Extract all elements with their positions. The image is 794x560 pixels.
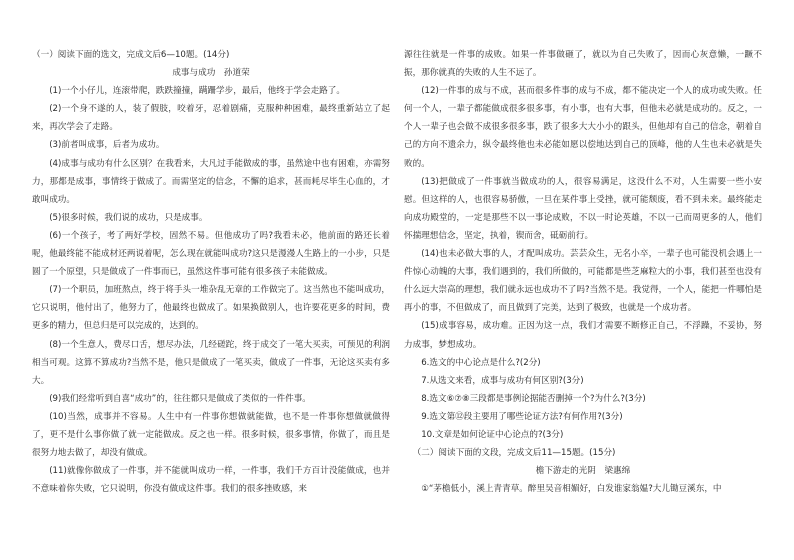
paragraph: (4)成事与成功有什么区别？在我看来，大凡过手能做成的事，虽然途中也有困难，亦需努力，那都是成事，事情终于做成了。而需坚定的信念，不懈的追求，甚而耗尽毕生心血的，才敢叫成功。	[32, 158, 390, 205]
article-title: 檐下游走的光阴 梁惠绵	[535, 466, 631, 477]
paragraph: ①“茅檐低小，溪上青青草。醉里吴音相媚好，白发谁家翁媪?大儿锄豆溪东，中	[421, 484, 722, 495]
paragraph: (8)一个生意人，费尽口舌，想尽办法，几经磋跎，终于成交了一笔大买卖，可预见的利润相当可观。这算不算成功?当然不是，他只是做成了一笔买卖，做成了一件事，无论这买卖有多大。	[32, 339, 390, 386]
paragraph: (5)很多时候，我们说的成功，只是成事。	[49, 212, 208, 223]
paragraph: (9)我们经常听到自喜“成功”的，往往都只是做成了类似的一件件事。	[49, 393, 311, 404]
paragraph: (3)前者叫成事，后者为成功。	[49, 140, 165, 151]
question: 9.选文第⑫段主要用了哪些论证方法?有何作用?(3分)	[421, 411, 623, 422]
article-title: 成事与成功 孙道荣	[172, 68, 250, 79]
right-column	[404, 46, 762, 498]
question: 6.选文的中心论点是什么?(2分)	[421, 357, 541, 368]
paragraph: (12)一件事的成与不成，甚而很多件事的成与不成，都不能决定一个人的成功或失败。任何一个人，一辈子都能做成很多很多事，有小事，也有大事，但他未必就是成功的。反之，一个人一辈子也会做不成很多很多事，跌了很多大大小小的跟头，但他却有自己的信念，朝着自己的方向不遗余力，纵令最终他也未必能如愿以偿地达到自己的顶峰，他的人生也未必就是失败的。	[404, 86, 762, 169]
paragraph: (2)一个身不遂的人，装了假肢，咬着牙，忍着剧痛，克服种种困难，最终重新站立了起来，再次学会了走路。	[32, 104, 390, 133]
section-heading: （一）阅读下面的选文，完成文后6—10题。(14分)	[32, 50, 230, 60]
question: 7.从选文来看，成事与成功有何区别?(3分)	[421, 375, 584, 386]
left-column	[32, 46, 390, 498]
question: 10.文章是如何论证中心论点的?(3分)	[421, 429, 564, 440]
paragraph: (1)一个小仔儿，连滚带爬，跌跌撞撞，蹒跚学步，最后，他终于学会走路了。	[49, 86, 345, 97]
paragraph: (10)当然，成事并不容易。人生中有一件事你想做就能做，也不是一件事你想做就做得了，更不是什么事你做了就一定能做成。反之也一样。很多时候，很多事情，你做了，而且是很努力地去做了，却没有做成。	[32, 411, 390, 459]
paragraph: (13)把做成了一件事就当做成功的人，很容易满足，这没什么不对，人生需要一些小安慰。但这样的人，也很容易骄傲，一旦在某件事上受挫，就可能颓废，看不到未来。最终能走向成功殿堂的，一定是那些不以一事论成败，不以一时论英雄，不以一己而周更多的人，他们怀揣理想信念，坚定，执着，锲而舍，砥砺前行。	[404, 176, 762, 241]
paragraph: (11)就像你做成了一件事，并不能就叫成功一样，一件事，我们千方百计没能做成，也并不意味着你失败，它只说明，你没有做成这件事。我们的很多挫败感，来	[32, 466, 390, 495]
paragraph: (15)成事容易，成功难。正因为这一点，我们才需要不断修正自己，不浮躁，不妥协，努力成事，梦想成功。	[404, 321, 762, 350]
section-heading: （二）阅读下面的文段，完成文后11—15题。(15分)	[412, 448, 616, 459]
paragraph: 源往往就是一件事的成败。如果一件事做砸了，就以为自己失败了，因而心灰意懒，一蹶不振，那你就真的失败的人生不远了。	[404, 50, 762, 79]
paragraph: (7)一个职员，加班熬点，终于将手头一堆杂乱无章的工作做完了。这当然也不能叫成功，它只说明，他付出了，他努力了，他最终也做成了。如果换做别人，也许要花更多的时间，费更多的精力，但总归是可以完成的，达到的。	[32, 285, 390, 332]
question: 8.选文⑥⑦⑧三段都是事例论据能否删掉一个?为什么?(3分)	[421, 393, 646, 404]
paragraph: (14)也未必做大事的人，才配叫成功。芸芸众生，无名小卒，一辈子也可能没机会遇上一件惊心动魄的大事，我们遇到的，我们所做的，可能都是些芝麻粒大的小事，我们甚至也没有什么远大崇高的理想，我们就永远也成功不了吗?当然不是。我觉得，一个人，能把一件哪怕是再小的事，不但做成了，而且做到了完美，达到了极致，也就是一个成功者。	[404, 249, 762, 314]
paragraph: (6)一个孩子，考了两好学校，固然不易。但他成功了吗?我看未必，他前面的路还长着呢，他最终能不能成材还两说着呢，怎么现在就能叫成功?这只是漫漫人生路上的一小步，只是圆了一个原望，只是做成了一件事而已，虽然这件事可能有很多孩子未能做成。	[32, 230, 390, 278]
